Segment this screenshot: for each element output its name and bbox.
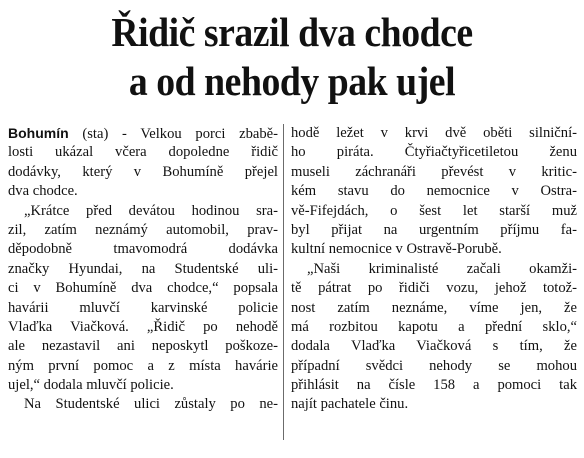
- article-line: ujel,“ dodala mluvčí policie.: [8, 377, 174, 394]
- article-line: vě-Fifejdách, o šest let starší muž: [291, 202, 577, 219]
- article-line: případní svědci nehody se mohou: [291, 357, 577, 374]
- article-line: byl přijat na urgentním příjmu fa-: [291, 221, 577, 238]
- article-line: zil, zatím neznámý automobil, prav-: [8, 221, 278, 238]
- article-line: dodala Vlaďka Viačková s tím, že: [291, 338, 577, 355]
- article-line: Na Studentské ulici zůstaly po ne-: [24, 396, 278, 413]
- article-line: dodávky, který v Bohumíně přejel: [8, 163, 278, 180]
- article-line: nost zatím neznáme, víme jen, že: [291, 299, 577, 316]
- headline-line-2: a od nehody pak ujel: [128, 58, 456, 104]
- article-line: museli záchranáři převést v kritic-: [291, 163, 577, 180]
- article-line: havárii mluvčí karvinské policie: [8, 299, 278, 316]
- article-line: ci v Bohumíně dva chodce,“ popsala: [8, 280, 278, 297]
- article-line: Bohumín (sta) - Velkou porci zbabě-: [8, 125, 278, 142]
- article-line: kultní nemocnice v Ostravě-Porubě.: [291, 241, 502, 258]
- article-line: kém stavu do nemocnice v Ostra-: [291, 183, 577, 200]
- article-dateline: Bohumín: [8, 125, 69, 141]
- article-column-right: [291, 124, 577, 415]
- article-line: přihlásit na čísle 158 a pomoci tak: [291, 377, 577, 394]
- article-line: hodě ležet v krvi dvě oběti silniční-: [291, 125, 577, 141]
- article-line: najít pachatele činu.: [291, 396, 409, 413]
- article-line: Vlaďka Viačková. „Řidič po nehodě: [8, 318, 278, 335]
- headline: [23, 8, 560, 106]
- article-line: losti ukázal včera dopoledne řidič: [8, 144, 278, 161]
- article-line: ho piráta. Čtyřiačtyřicetiletou ženu: [291, 144, 577, 161]
- headline-line-1: Řidič srazil dva chodce: [111, 9, 473, 55]
- article-line: tě pátrat po řidiči vozu, jehož totož-: [291, 280, 577, 297]
- article-column-left: [8, 124, 278, 415]
- article-line: děpodobně tmavomodrá dodávka: [8, 241, 278, 258]
- article-line: „Krátce před devátou hodinou sra-: [24, 202, 278, 219]
- article-line: „Naši kriminalisté začali okamži-: [307, 260, 577, 277]
- article-line: ale nezastavil ani neposkytl poškoze-: [8, 338, 278, 355]
- column-divider: [283, 124, 284, 440]
- article-line: má rozbitou kapotu a přední sklo,“: [291, 318, 577, 335]
- article-line: dva chodce.: [8, 183, 78, 200]
- article-line: značky Hyundai, na Studentské uli-: [8, 260, 278, 277]
- article-line: ným první pomoc a z místa havárie: [8, 357, 278, 374]
